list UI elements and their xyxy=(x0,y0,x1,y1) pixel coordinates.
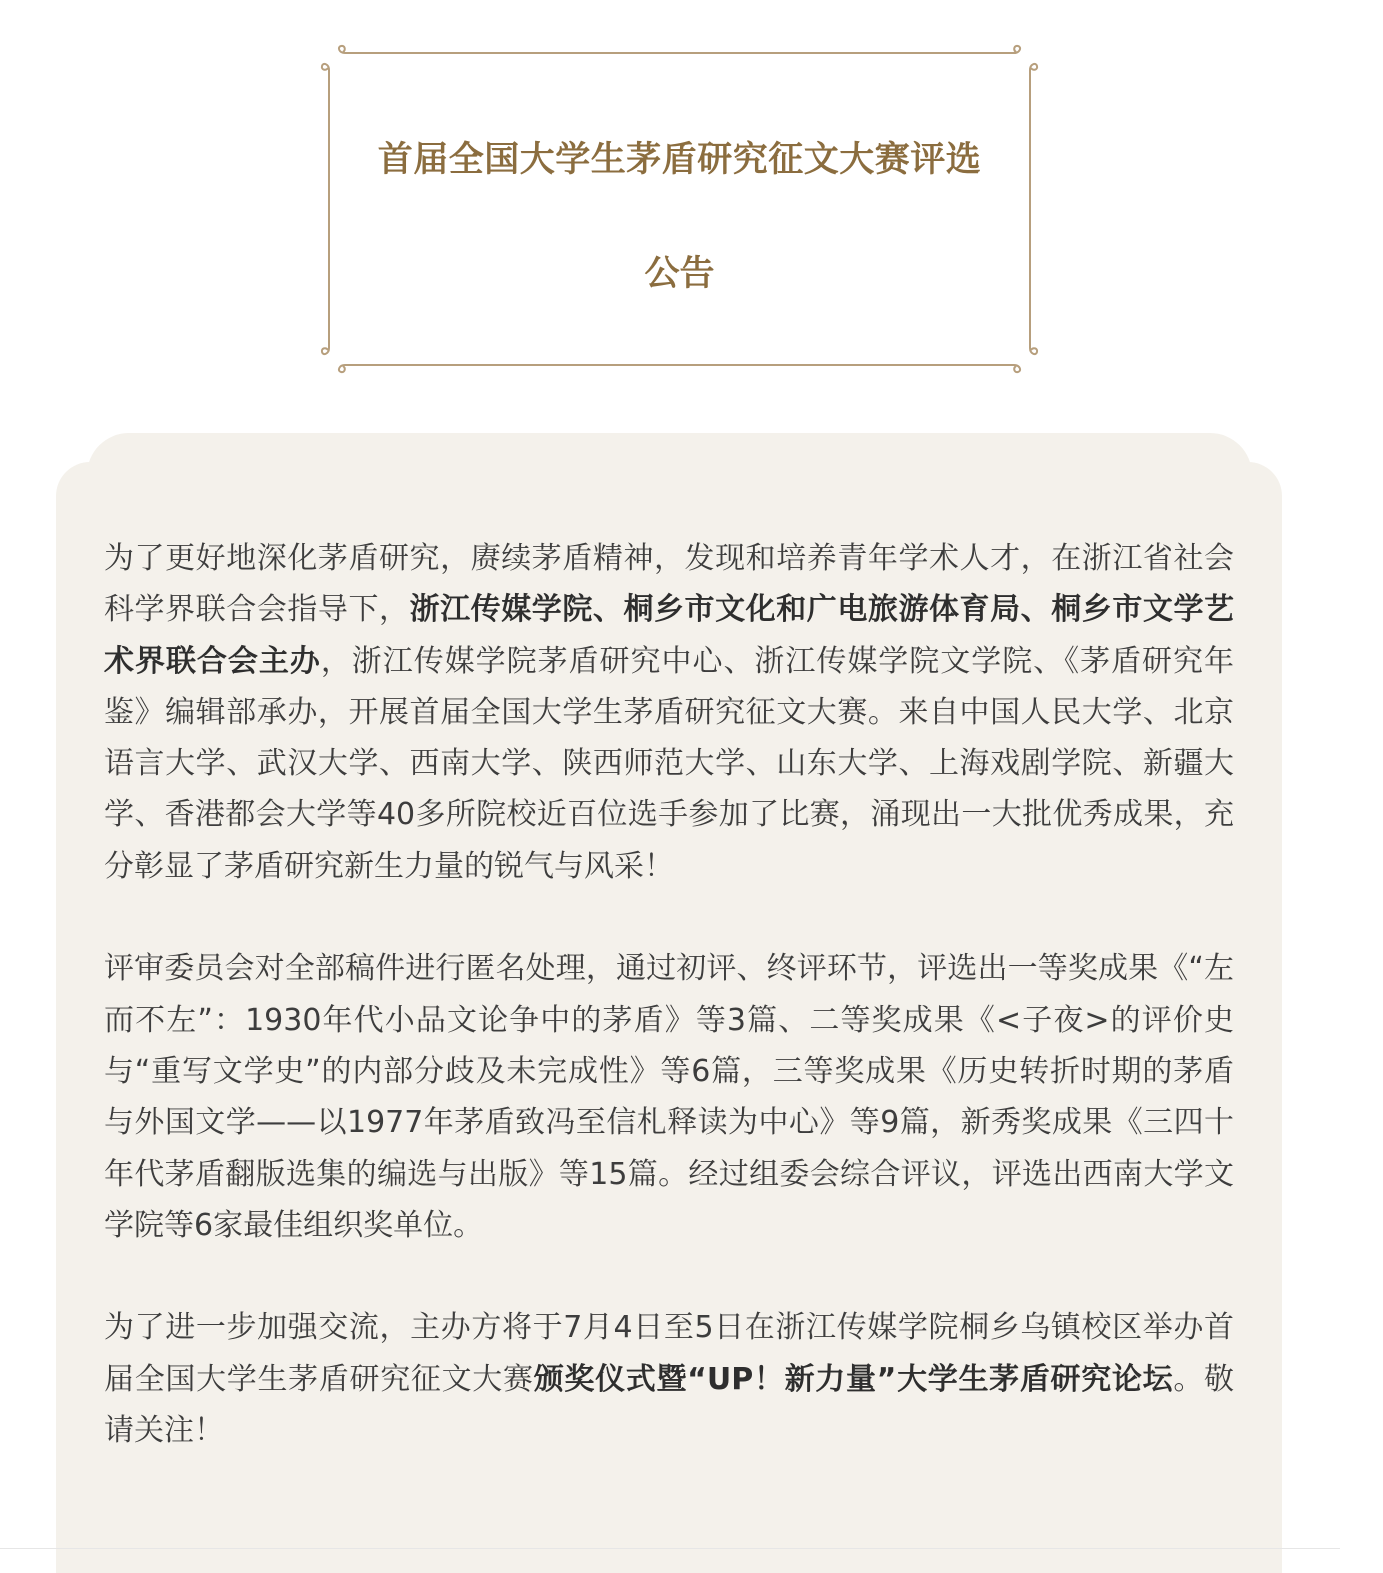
paragraph-ceremony xyxy=(104,1302,1234,1456)
paragraph-text: 评审委员会对全部稿件进行匿名处理，通过初评、终评环节，评选出一等奖成果《“左而不左”：1930年代小品文论争中的茅盾》等3篇、二等奖成果《<子夜>的评价史与“重写文学史”的内部分歧及未完成性》等6篇，三等奖成果《历史转折时期的茅盾与外国文学——以1977年茅盾致冯至信札释读为中心》等9篇，新秀奖成果《三四十年代茅盾翻版选集的编选与出版》等15篇。经过组委会综合评议，评选出西南大学文学院等6家最佳组织奖单位。 xyxy=(104,951,1234,1243)
paragraph-text: ，浙江传媒学院茅盾研究中心、浙江传媒学院文学院、《茅盾研究年鉴》编辑部承办，开展首届全国大学生茅盾研究征文大赛。来自中国人民大学、北京语言大学、武汉大学、西南大学、陕西师范大学、山东大学、上海戏剧学院、新疆大学、香港都会大学等40多所院校近百位选手参加了比赛，涌现出一大批优秀成果，充分彰显了茅盾研究新生力量的锐气与风采！ xyxy=(104,643,1235,884)
ceremony-highlight: 颁奖仪式暨“UP！新力量”大学生茅盾研究论坛 xyxy=(533,1361,1174,1397)
page-title xyxy=(319,44,1040,374)
announcement-body xyxy=(104,533,1234,1508)
paragraph-intro xyxy=(104,533,1234,892)
paragraph-text: 为了进一步加强交流，主办方将于7月4日至5日在浙江传媒学院桐乡乌镇校区举办首届全国大学生茅盾研究征文大赛 xyxy=(104,1310,1234,1397)
paragraph-text: 为了更好地深化茅盾研究，赓续茅盾精神，发现和培养青年学术人才，在浙江省社会科学界联合会指导下， xyxy=(104,541,1234,628)
paragraph-results xyxy=(104,943,1234,1251)
title-line-2: 公告 xyxy=(644,254,715,294)
title-line-1: 首届全国大学生茅盾研究征文大赛评选 xyxy=(377,140,982,180)
bottom-divider xyxy=(0,1548,1340,1549)
paragraph-text: 。敬请关注！ xyxy=(104,1361,1235,1449)
title-frame xyxy=(319,44,1040,374)
organizers-highlight: 浙江传媒学院、桐乡市文化和广电旅游体育局、桐乡市文学艺术界联合会主办 xyxy=(104,592,1235,679)
